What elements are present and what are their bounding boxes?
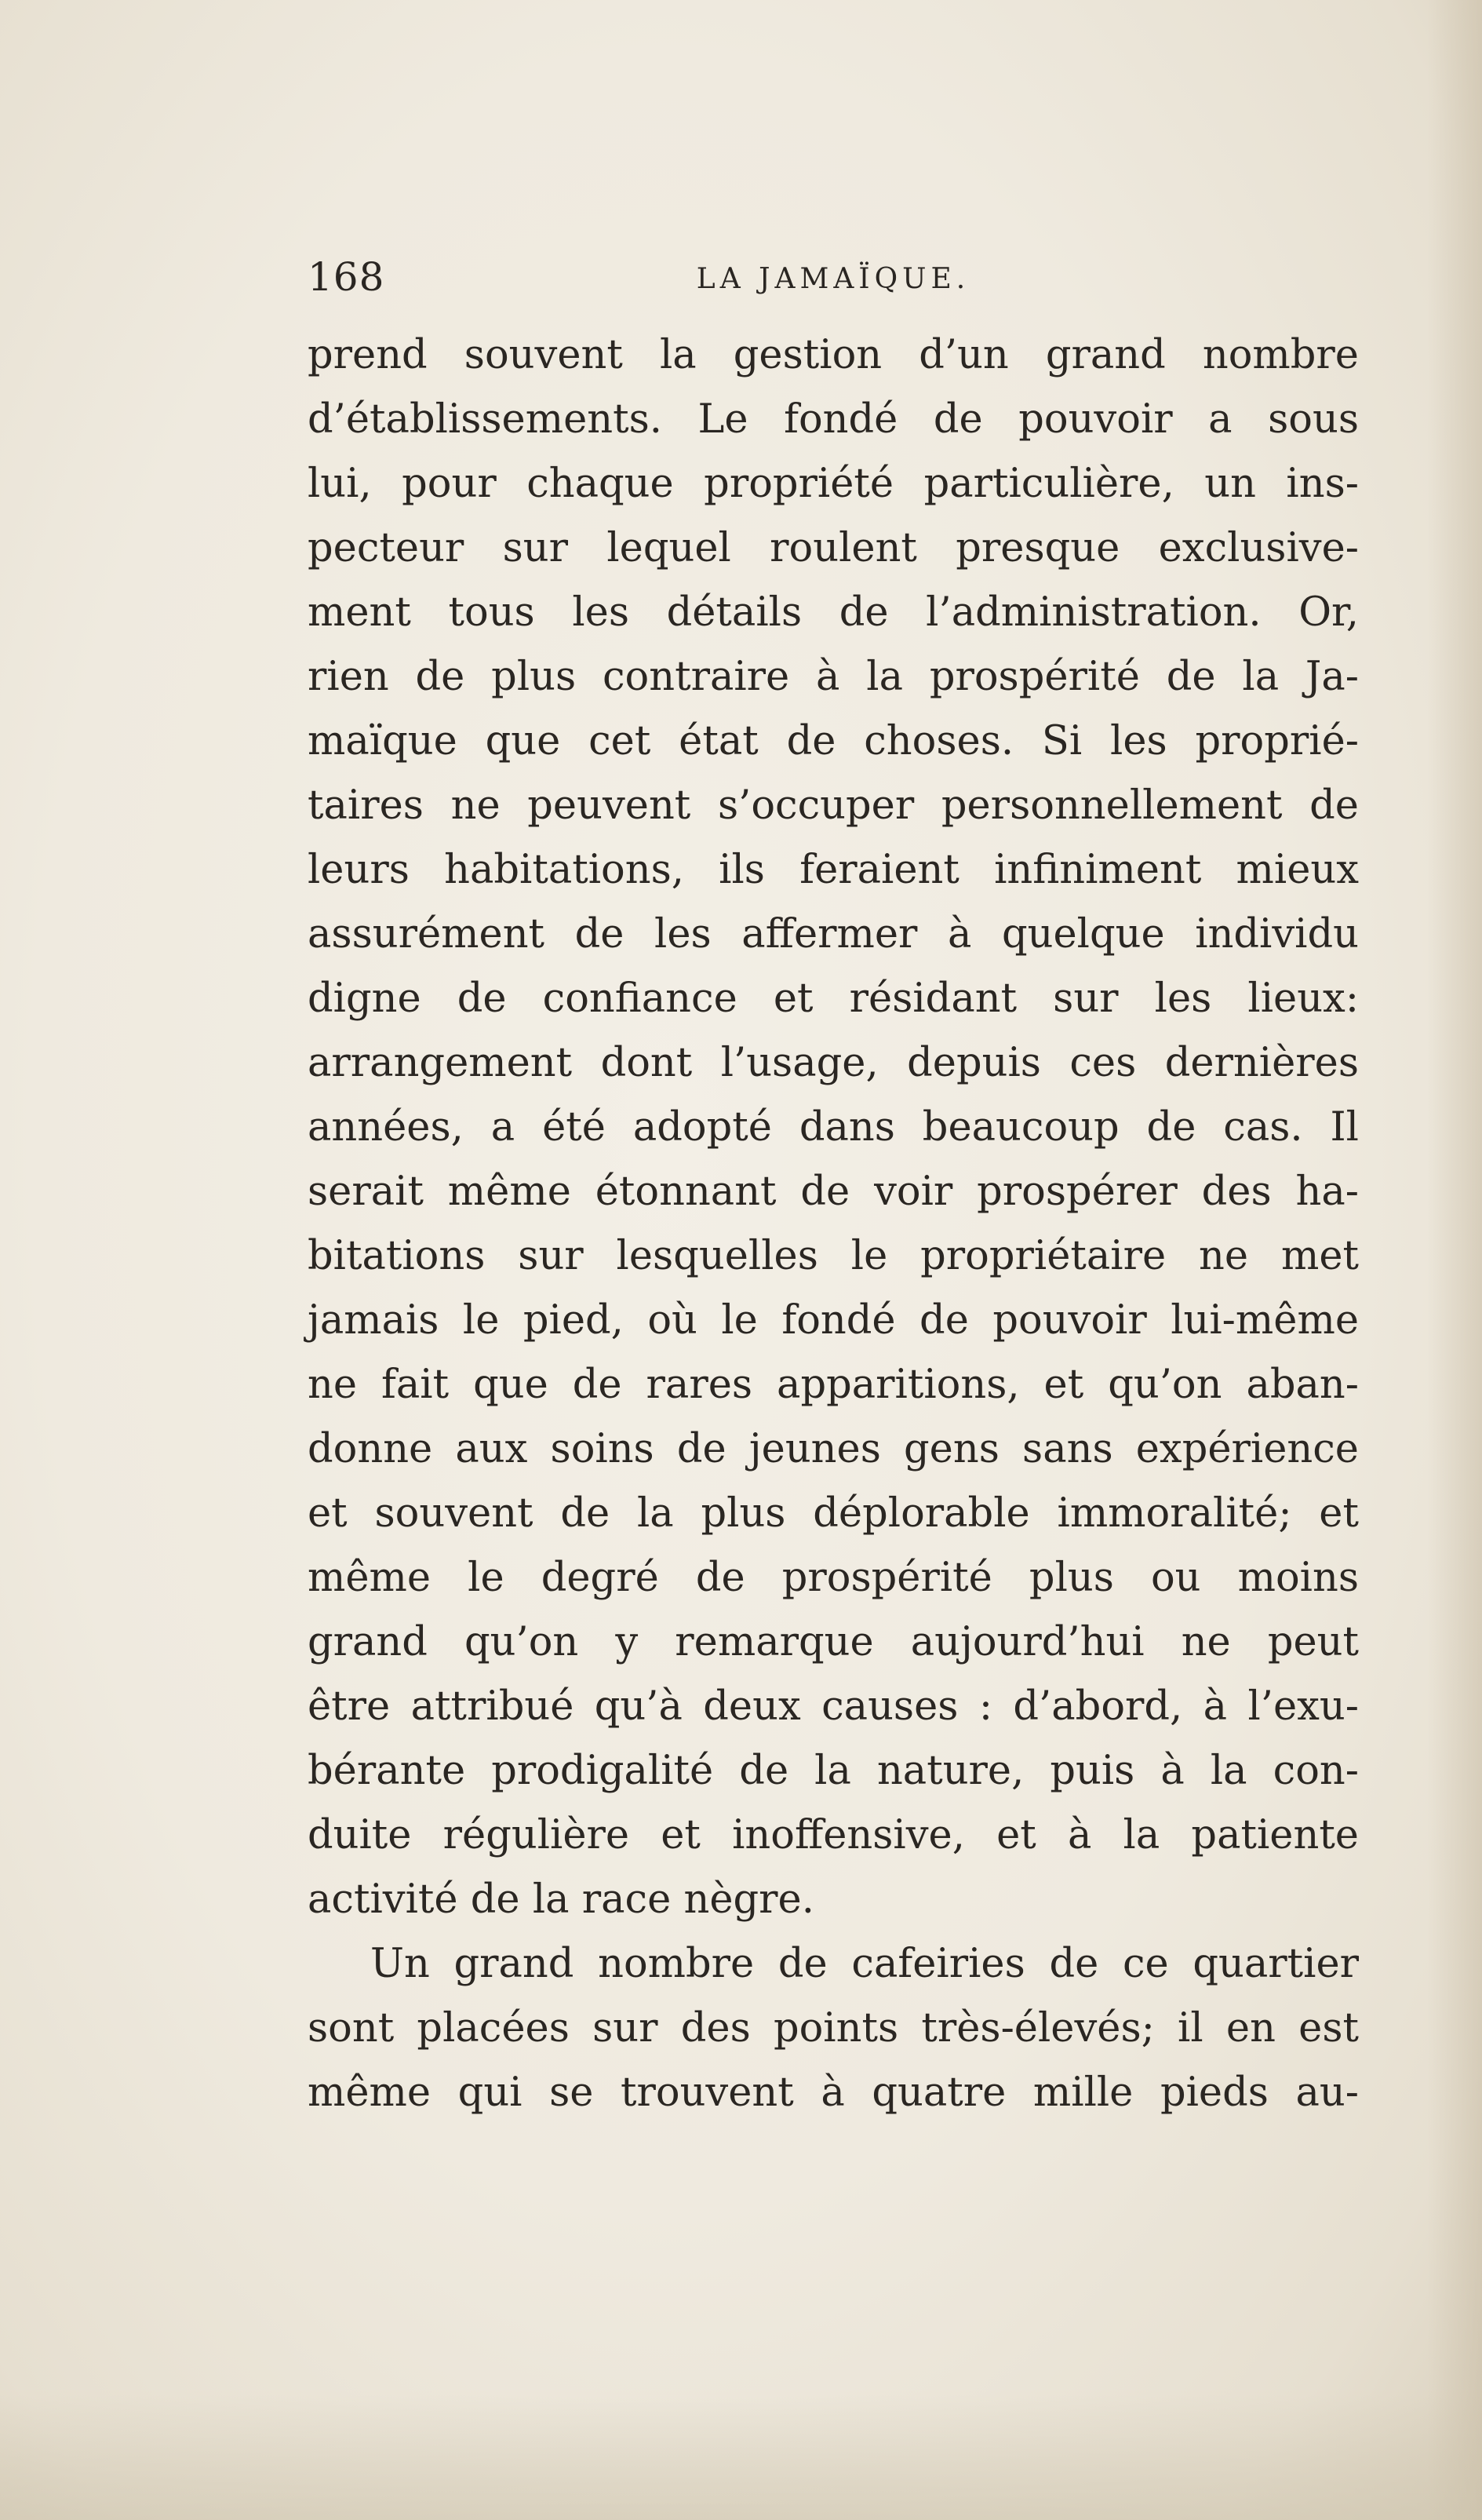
text-line: et souvent de la plus déplorable immoralité; et [308,1490,1359,1537]
page-header [308,250,1359,305]
page-edge-shadow-bottom [0,2394,1482,2520]
text-line: ment tous les détails de l’administration. Or, [308,589,1359,636]
text-line: rien de plus contraire à la prospérité de la Ja- [308,654,1359,700]
text-line: maïque que cet état de choses. Si les proprié- [308,718,1359,764]
text-line: lui, pour chaque propriété particulière, un ins- [308,461,1359,507]
text-line: même qui se trouvent à quatre mille pieds au- [308,2070,1359,2116]
body-text [308,323,1359,2125]
text-line: sont placées sur des points très-élevés; il en est [308,2005,1359,2051]
text-line: ne fait que de rares apparitions, et qu’on aban- [308,1362,1359,1408]
text-line-paragraph-start: Un grand nombre de cafeiries de ce quartier [370,1941,1359,1987]
text-line: donne aux soins de jeunes gens sans expérience [308,1426,1359,1472]
text-line: d’établissements. Le fondé de pouvoir a sous [308,396,1359,443]
text-line: bérante prodigalité de la nature, puis à la con- [308,1748,1359,1794]
page-number: 168 [308,254,385,300]
text-line: duite régulière et inoffensive, et à la patiente [308,1812,1359,1858]
text-line: années, a été adopté dans beaucoup de cas. Il [308,1104,1359,1151]
text-line: grand qu’on y remarque aujourd’hui ne peut [308,1619,1359,1665]
text-line: prend souvent la gestion d’un grand nombre [308,332,1359,378]
text-line: arrangement dont l’usage, depuis ces dernières [308,1040,1359,1086]
text-line: jamais le pied, où le fondé de pouvoir lui-même [308,1297,1359,1344]
text-line: même le degré de prospérité plus ou moins [308,1555,1359,1601]
text-line: leurs habitations, ils feraient infiniment mieux [308,847,1359,893]
text-line: assurément de les affermer à quelque individu [308,911,1359,957]
text-line: taires ne peuvent s’occuper personnellement de [308,782,1359,829]
running-title: LA JAMAÏQUE. [696,263,970,295]
text-line: bitations sur lesquelles le propriétaire ne met [308,1233,1359,1279]
text-line: être attribué qu’à deux causes : d’abord, à l’exu- [308,1683,1359,1730]
text-line-paragraph-end: activité de la race nègre. [308,1876,814,1923]
text-line: pecteur sur lequel roulent presque exclusive- [308,525,1359,571]
text-line: digne de confiance et résidant sur les lieux: [308,976,1359,1022]
text-line: serait même étonnant de voir prospérer des ha- [308,1169,1359,1215]
page-edge-shadow-right [1427,0,1482,2520]
